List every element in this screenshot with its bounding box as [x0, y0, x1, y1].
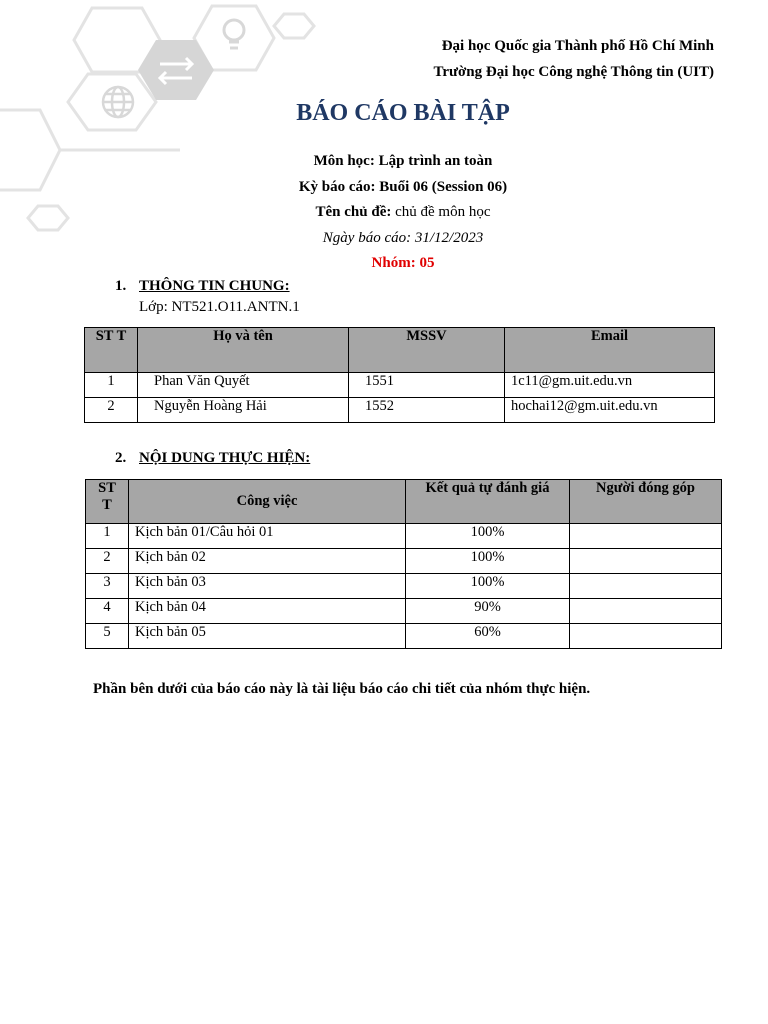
table-row: 3 Kịch bản 03 100%: [86, 574, 722, 599]
meta-chude: Tên chủ đề: chủ đề môn học: [315, 204, 491, 220]
table-row: 2 Kịch bản 02 100%: [86, 549, 722, 574]
report-meta: [0, 149, 768, 277]
col-header: Email: [505, 328, 715, 373]
table-header-row: [85, 328, 715, 373]
table-row: 5 Kịch bản 05 60%: [86, 624, 722, 649]
header-line1: Đại học Quốc gia Thành phố Hồ Chí Minh: [441, 38, 714, 54]
lightbulb-icon: [224, 20, 244, 48]
col-header: Người đóng góp: [570, 480, 722, 524]
col-header: Họ và tên: [138, 328, 349, 373]
table-row: 1 Kịch bản 01/Câu hỏi 01 100%: [86, 524, 722, 549]
table-row: 1 Phan Văn Quyết 1551 1c11@gm.uit.edu.vn: [85, 373, 715, 398]
meta-nhom: Nhóm: 05: [371, 255, 435, 271]
col-header: MSSV: [349, 328, 505, 373]
meta-ngay: Ngày báo cáo: 31/12/2023: [322, 229, 484, 246]
col-header: Kết quả tự đánh giá: [406, 480, 570, 524]
header-line2: Trường Đại học Công nghệ Thông tin (UIT): [433, 64, 714, 80]
table-header-row: [86, 480, 722, 524]
footer-note: Phần bên dưới của báo cáo này là tài liệu báo cáo chi tiết của nhóm thực hiện.: [93, 681, 591, 697]
meta-ky: Kỳ báo cáo: Buổi 06 (Session 06): [298, 178, 508, 195]
table-row: 2 Nguyễn Hoàng Hải 1552 hochai12@gm.uit.edu.vn: [85, 398, 715, 423]
table-row: 4 Kịch bản 04 90%: [86, 599, 722, 624]
report-title: BÁO CÁO BÀI TẬP: [296, 100, 510, 126]
header-organization: [433, 33, 714, 85]
section1-heading: 1. THÔNG TIN CHUNG:: [115, 278, 290, 294]
col-header: ST T: [86, 480, 129, 524]
col-header: Công việc: [129, 480, 406, 524]
task-table: [85, 479, 722, 649]
col-header: ST T: [85, 328, 138, 373]
class-info: Lớp: NT521.O11.ANTN.1: [139, 299, 300, 315]
member-table: [84, 327, 715, 423]
meta-mon: Môn học: Lập trình an toàn: [313, 153, 493, 169]
section2-heading: 2. NỘI DUNG THỰC HIỆN:: [115, 450, 311, 466]
